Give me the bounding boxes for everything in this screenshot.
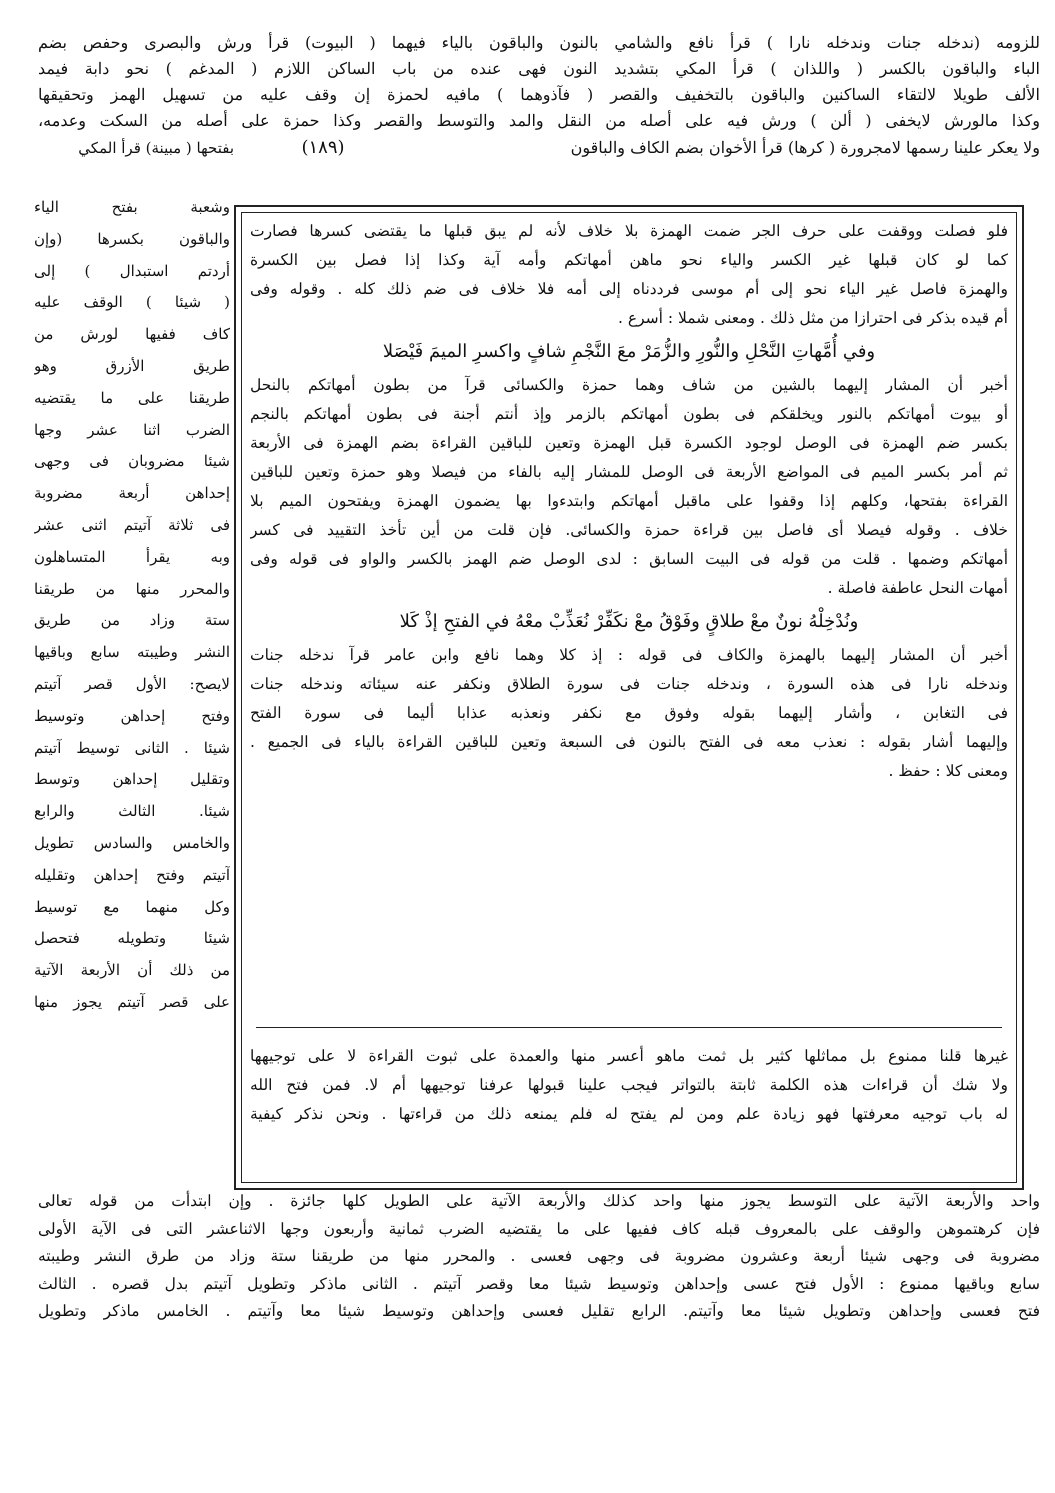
bottom-line: فإن كرهتموهن والوقف على بالمعروف قبله كاف ففيها على ما يقتضيه الضرب ثمانية وأربعون وجها الاثناعشر التى فى الآية الأولى bbox=[38, 1219, 1040, 1238]
main-line: كما لو كان قبلها غير الكسر والياء نحو ماهن أمهاتكم وأمه آية وكذا إذا فصل بين الكسرة bbox=[250, 251, 1008, 269]
margin-line: وتقليل إحداهن وتوسط bbox=[34, 770, 230, 789]
poem-verse: ونُدْخِلْهُ نونٌ معْ طلاقٍ وفَوْقُ معْ نكَفِّرْ نُعَذِّبْ معْهُ في الفتحِ إذْ كَلا bbox=[399, 611, 859, 632]
footnote-line: غيرها قلنا ممنوع بل مماثلها كثير بل ثمت ماهو أعسر منها والعمدة على ثبوت القراءة لا على توجيهها bbox=[250, 1047, 1008, 1065]
main-line: أم قيده بذكر فى احترازا من مثل ذلك . ومعنى شملا : أسرع . bbox=[618, 309, 1008, 327]
margin-line: وشعبة بفتح الياء bbox=[34, 198, 230, 216]
main-line: أخبر أن المشار إليهما بالهمزة والكاف فى قوله : إذ كلا وهما نافع وابن عامر قرآ ندخله جنات bbox=[250, 646, 1008, 664]
poem-verse: وفي أُمَّهاتِ النَّحْلِ والنُّورِ والزُّمَرْ معَ النَّجْمِ شافٍ واكسرِ الميمَ فَيْصَلا bbox=[382, 341, 876, 362]
margin-line: شيئا وتطويله فتحصل bbox=[34, 929, 230, 948]
margin-line: طريقنا على ما يقتضيه bbox=[34, 388, 230, 407]
main-line: فلو فصلت ووقفت على حرف الجر ضمت الهمزة بلا خلاف لأنه لم يبق قبلها ما يقتضى كسرها فصارت bbox=[250, 222, 1008, 240]
main-text-body bbox=[250, 217, 1008, 786]
margin-line: على قصر آتيتم يجوز منها bbox=[34, 992, 230, 1011]
page-number: (١٨٩) bbox=[301, 137, 345, 158]
margin-line: كاف ففيها لورش من bbox=[34, 325, 230, 344]
header-line-right: ولا يعكر علينا رسمها لامجرورة ( كرها) قرأ الأخوان بضم الكاف والباقون bbox=[570, 138, 1040, 157]
margin-line: من ذلك أن الأربعة الآتية bbox=[34, 961, 230, 980]
margin-line: النشر وطيبته سابع وباقيها bbox=[34, 643, 230, 662]
margin-line: أردتم استبدال ) إلى bbox=[34, 261, 230, 280]
main-line: أمهاتكم وضمها . قلت من قوله فى البيت السابق : لدى الوصل ضم الهمز بالكسر والواو فى قوله وفى bbox=[250, 550, 1008, 568]
margin-line: آتيتم وفتح إحداهن وتقليله bbox=[34, 865, 230, 884]
margin-line: ستة وزاد من طريق bbox=[34, 611, 230, 630]
margin-line: فى ثلاثة آتيتم اثنى عشر bbox=[34, 515, 230, 534]
margin-line: شيئا. الثالث والرابع bbox=[34, 802, 230, 821]
bottom-line: سابع وباقيها ممنوع : الأول فتح عسى وإحداهن وتوسيط شيئا معا وقصر آتيتم . الثانى ماذكر وتطويل آتيتم بدل قصره . الثالث bbox=[38, 1274, 1040, 1293]
margin-line: والخامس والسادس تطويل bbox=[34, 833, 230, 852]
margin-line: وكل منهما مع توسيط bbox=[34, 897, 230, 916]
margin-line: لايصح: الأول قصر آتيتم bbox=[34, 674, 230, 693]
margin-line: والباقون بكسرها (وإن bbox=[34, 229, 230, 248]
margin-line: وبه يقرأ المتساهلون bbox=[34, 547, 230, 566]
footnote-line: ولا شك أن قراءات هذه الكلمة ثابتة بالتواتر فيجب علينا قبولها عرفنا توجيهها أم لا. فمن فتح الله bbox=[250, 1076, 1008, 1094]
margin-line: ( شيئا ) الوقف عليه bbox=[34, 293, 230, 312]
main-line: فى التغابن ، وأشار إليهما بقوله وفوق مع نكفر ونعذبه عذابا أليما فى سورة الفتح bbox=[250, 704, 1008, 722]
margin-commentary-column bbox=[34, 192, 230, 1019]
margin-line: والمحرر منها من طريقنا bbox=[34, 579, 230, 598]
margin-line: طريق الأزرق وهو bbox=[34, 356, 230, 375]
margin-line: شيئا مضروبان فى وجهى bbox=[34, 452, 230, 471]
top-line: وكذا مالورش لايخفى ( ألن ) ورش فيه على أصله من النقل والمد والتوسط والقصر وكذا حمزة على أصله من السكت وعدمه، bbox=[38, 111, 1040, 130]
footnote-line: له باب توجيه معرفتها فهو زيادة علم ومن لم يفتح له فلم يمنعه ذلك من قراءتها . ونحن نذكر كيفية bbox=[250, 1105, 1008, 1123]
main-line: وإليهما أشار بقوله : نعذب معه فى الفتح بالنون فى السبعة وتعين للباقين القراءة بالياء فى الجميع . bbox=[250, 733, 1008, 751]
top-line: الألف طويلا لالتقاء الساكنين والباقون بالتخفيف والقصر ( فآذوهما ) مافيه لحمزة إن وقف عليه من تسهيل الهمز وتحقيقها bbox=[38, 85, 1040, 104]
bottom-line: مضروبة فى وجهى شيئا أربعة وعشرون مضروبة فى وجهى فعسى . والمحرر منها من طريقنا ستة وزاد من طرق النشر وطيبته bbox=[38, 1247, 1040, 1265]
main-line: خلاف . وقوله فيصلا أى فاصل بين قراءة حمزة والكسائى. فإن قلت من أين تأخذ التقييد فى كسر bbox=[250, 521, 1008, 539]
main-line: ومعنى كلا : حفظ . bbox=[888, 762, 1008, 780]
main-line: أخبر أن المشار إليهما بالشين من شاف وهما حمزة والكسائى قرآ من بطون أمهاتكم بالنحل bbox=[250, 376, 1008, 394]
main-line: القراءة بفتحها، وكلهم إذا وقفوا على ماقبل أمهاتكم وابتدءوا بها يضمون الهمزة ويفتحون الميم بلا bbox=[250, 492, 1008, 510]
footnote-separator bbox=[256, 1027, 1002, 1028]
header-line-left: بفتحها ( مبينة) قرأ المكي bbox=[78, 139, 234, 157]
margin-line: وفتح إحداهن وتوسيط bbox=[34, 706, 230, 725]
top-text-block bbox=[38, 30, 1040, 162]
bottom-line: فتح فعسى وإحداهن وتطويل شيئا معا وآتيتم. الرابع تقليل فعسى وإحداهن وتوسيط شيئا معا وآتيتم . الخامس ماذكر وتطويل bbox=[38, 1302, 1040, 1320]
margin-line: إحداهن أربعة مضروبة bbox=[34, 484, 230, 503]
top-line: الباء والباقون بالكسر ( واللذان ) قرأ المكي بتشديد النون فهى عنده من باب الساكن اللازم ( المدغم ) نحو دابة فيمد bbox=[38, 59, 1040, 78]
main-line: وندخله نارا فى هذه السورة ، وندخله جنات فى سورة الطلاق ونكفر عنه سيئاته وندخله جنات bbox=[250, 675, 1008, 693]
header-line bbox=[38, 134, 1040, 162]
top-line: للزومه (ندخله جنات وندخله نارا ) قرأ نافع والشامي بالنون والباقون بالياء فيهما ( البيوت) قرأ ورش والبصرى وحفص بضم bbox=[38, 33, 1040, 52]
margin-line: شيئا . الثانى توسيط آتيتم bbox=[34, 738, 230, 757]
main-line: أمهات النحل عاطفة فاصلة . bbox=[827, 579, 1008, 597]
main-line: ثم أمر بكسر الميم فى المواضع الأربعة فى الوصل للمشار إليه بالفاء من فيصلا وهو حمزة وتعين للباقين bbox=[250, 463, 1008, 481]
main-line: أو بيوت أمهاتكم بالنور ويخلقكم فى بطون أمهاتكم بالزمر وإذ أنتم أجنة فى بطون أمهاتكم بالنجم bbox=[250, 405, 1008, 423]
main-line: والهمزة فاصل غير الياء نحو إلى أم موسى فرددناه إلى أمه فلا خلاف فى ضم ذلك كله . وقوله وفى bbox=[250, 280, 1008, 298]
main-line: بكسر ضم الهمزة فى الوصل لوجود الكسرة قبل الهمزة وتعين للباقين القراءة بضم الهمزة فى الأربعة bbox=[250, 434, 1008, 452]
bottom-line: واحد والأربعة الآتية على التوسط يجوز منها واحد كذلك والأربعة الآتية على الطويل كلها جائزة . وإن ابتدأت من قوله تعالى bbox=[38, 1192, 1040, 1210]
main-text-frame bbox=[234, 205, 1024, 1190]
margin-line: الضرب اثنا عشر وجها bbox=[34, 420, 230, 439]
bottom-text-block bbox=[38, 1188, 1040, 1326]
footnote-text bbox=[250, 1042, 1008, 1129]
